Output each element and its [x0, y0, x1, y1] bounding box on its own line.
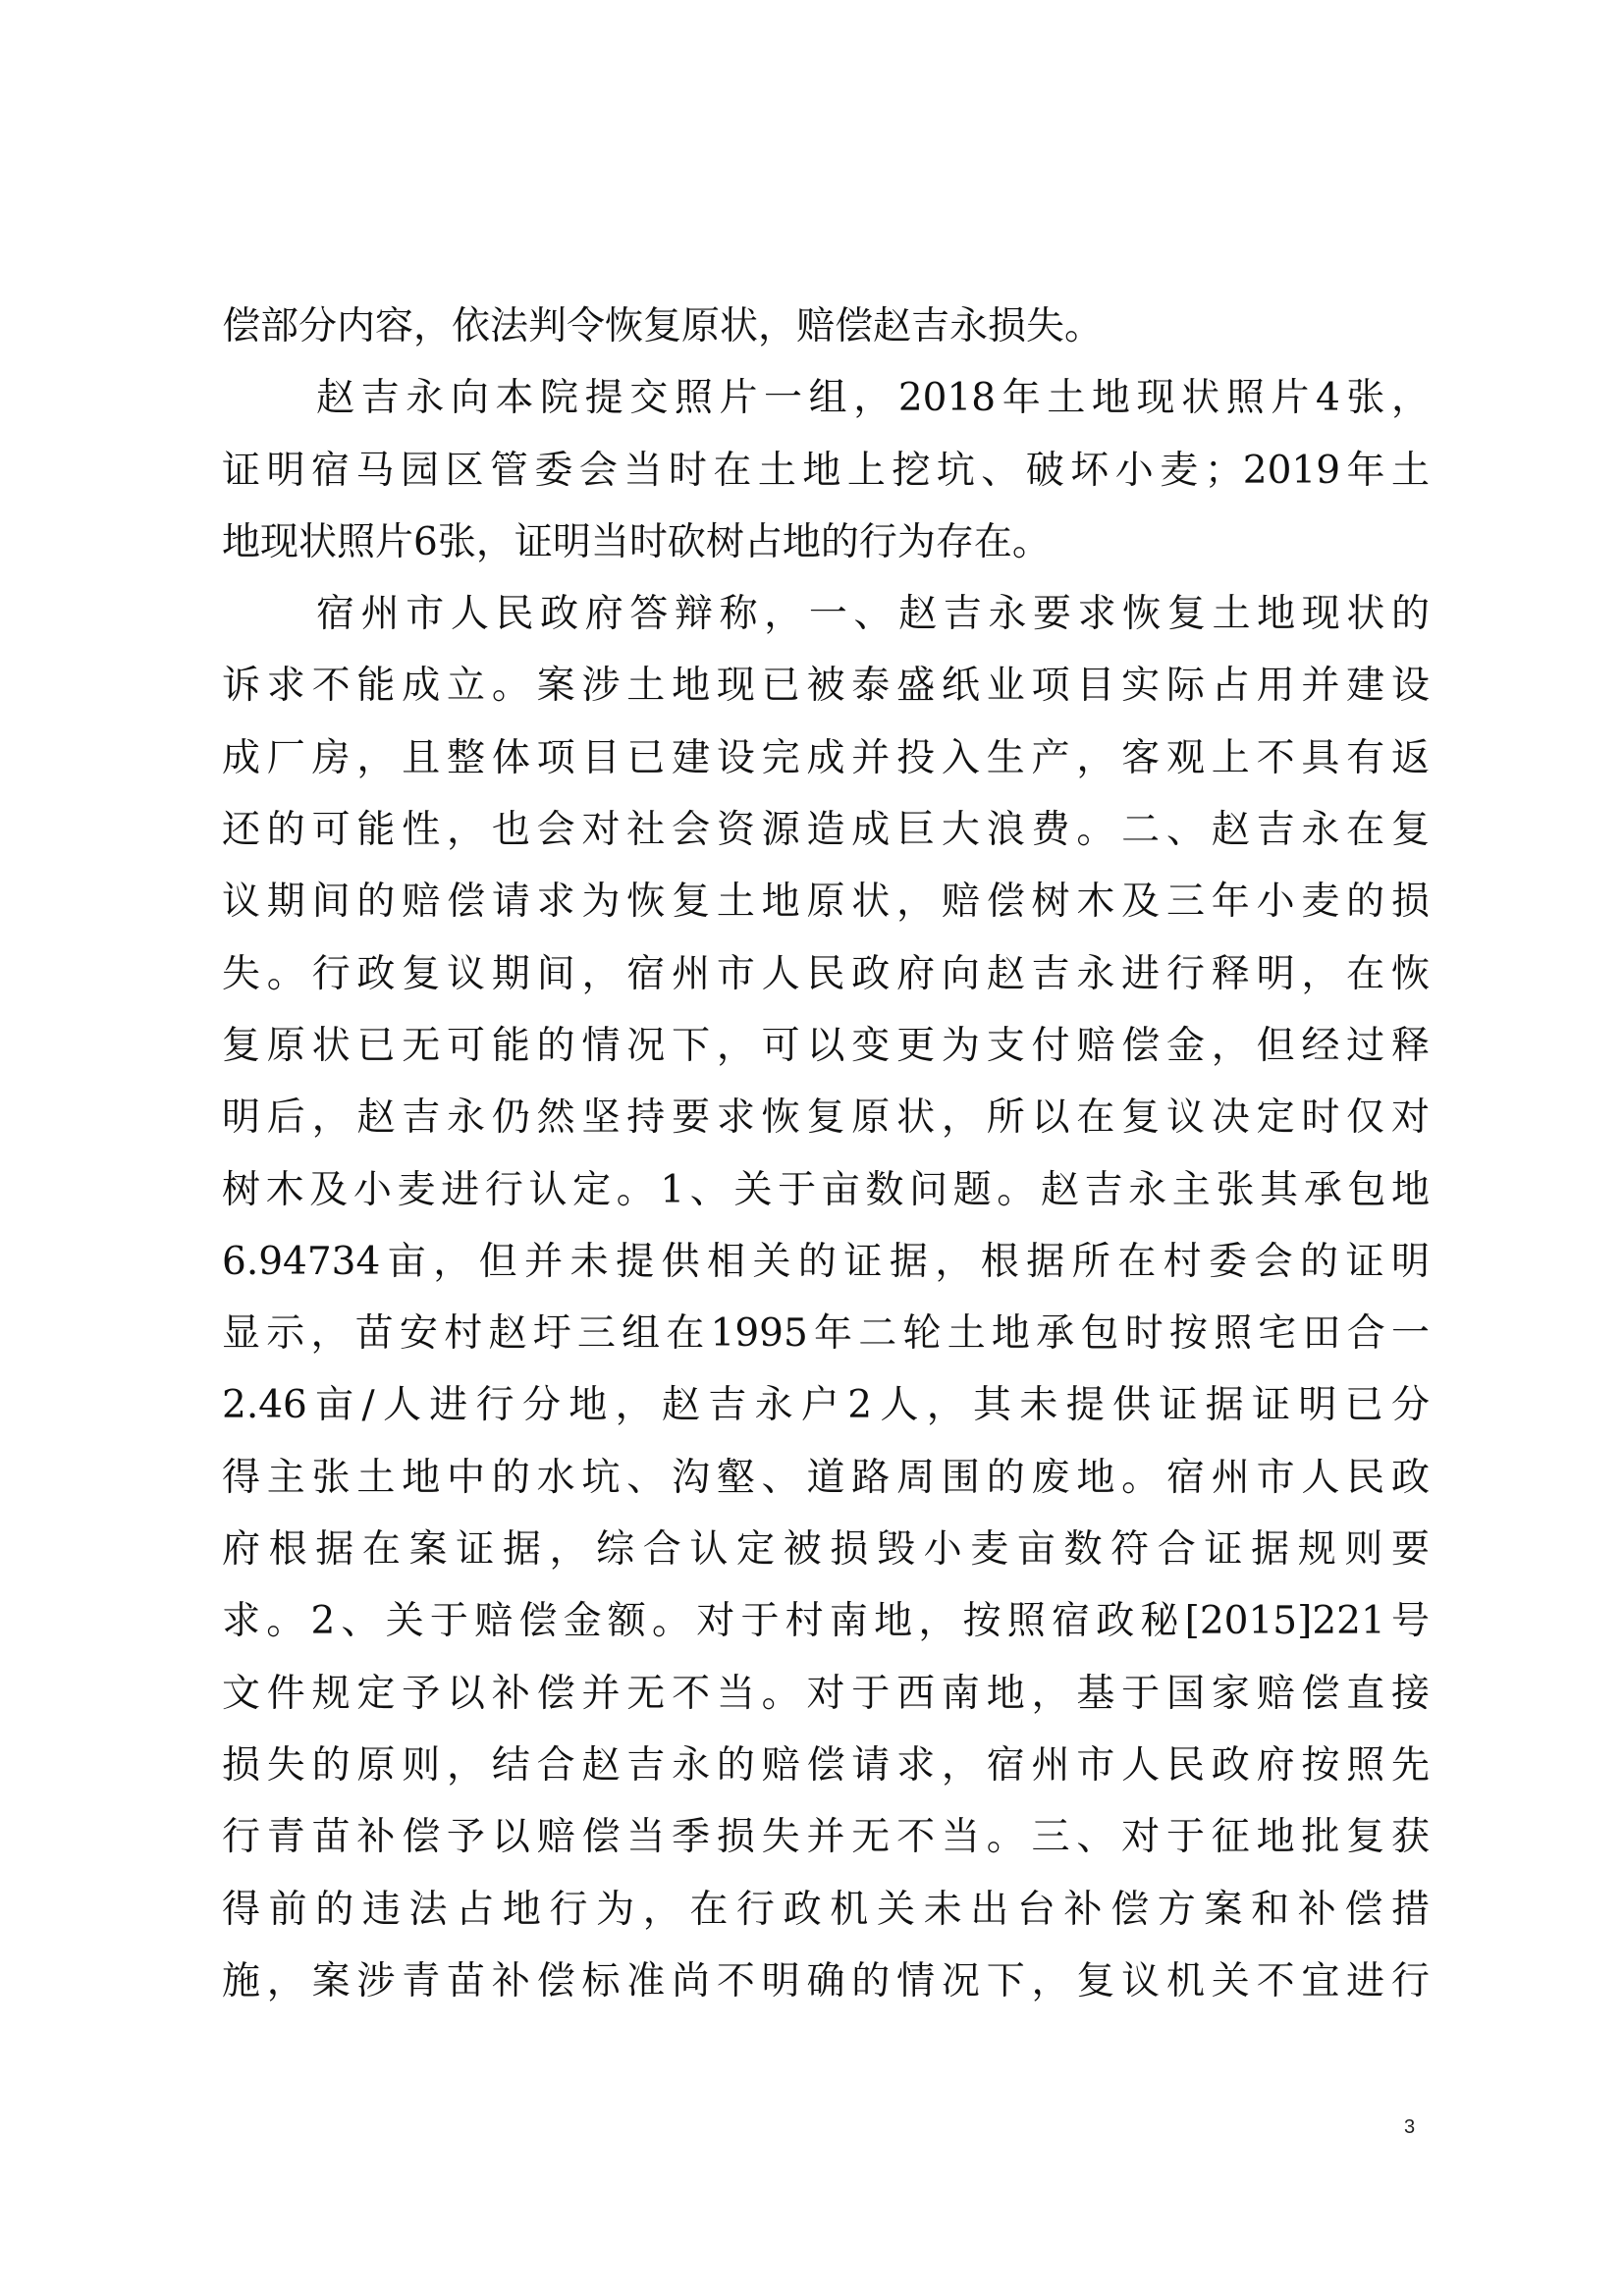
body-text	[222, 291, 1430, 2017]
text-line: 6.94734亩，但并未提供相关的证据，根据所在村委会的证明	[222, 1239, 1430, 1284]
text-line: 偿部分内容，依法判令恢复原状，赔偿赵吉永损失。	[222, 304, 1104, 348]
text-line: 行青苗补偿予以赔偿当季损失并无不当。三、对于征地批复获	[222, 1815, 1430, 1860]
text-line: 宿州市人民政府答辩称，一、赵吉永要求恢复土地现状的	[316, 592, 1430, 637]
text-line: 成厂房，且整体项目已建设完成并投入生产，客观上不具有返	[222, 735, 1430, 780]
page-number: 3	[1404, 2116, 1416, 2138]
text-line: 2.46亩/人进行分地，赵吉永户2人，其未提供证据证明已分	[222, 1383, 1430, 1428]
text-line: 求。2、关于赔偿金额。对于村南地，按照宿政秘[2015]221号	[222, 1599, 1430, 1644]
text-line: 施，案涉青苗补偿标准尚不明确的情况下，复议机关不宜进行	[222, 1958, 1430, 2003]
text-line: 证明宿马园区管委会当时在土地上挖坑、破坏小麦；2019年土	[222, 448, 1430, 493]
text-line: 诉求不能成立。案涉土地现已被泰盛纸业项目实际占用并建设	[222, 664, 1430, 709]
text-line: 显示，苗安村赵圩三组在1995年二轮土地承包时按照宅田合一	[222, 1311, 1430, 1357]
text-line: 赵吉永向本院提交照片一组，2018年土地现状照片4张，	[316, 376, 1430, 421]
text-line: 得主张土地中的水坑、沟壑、道路周围的废地。宿州市人民政	[222, 1455, 1430, 1500]
text-line: 府根据在案证据，综合认定被损毁小麦亩数符合证据规则要	[222, 1527, 1430, 1573]
text-line: 明后，赵吉永仍然坚持要求恢复原状，所以在复议决定时仅对	[222, 1095, 1430, 1141]
text-line: 失。行政复议期间，宿州市人民政府向赵吉永进行释明，在恢	[222, 951, 1430, 996]
text-line: 得前的违法占地行为，在行政机关未出台补偿方案和补偿措	[222, 1887, 1430, 1932]
text-line: 还的可能性，也会对社会资源造成巨大浪费。二、赵吉永在复	[222, 808, 1430, 853]
text-line: 损失的原则，结合赵吉永的赔偿请求，宿州市人民政府按照先	[222, 1742, 1430, 1788]
text-line: 树木及小麦进行认定。1、关于亩数问题。赵吉永主张其承包地	[222, 1167, 1430, 1212]
text-line: 地现状照片6张，证明当时砍树占地的行为存在。	[222, 519, 1051, 564]
text-line: 文件规定予以补偿并无不当。对于西南地，基于国家赔偿直接	[222, 1671, 1430, 1716]
text-line: 复原状已无可能的情况下，可以变更为支付赔偿金，但经过释	[222, 1023, 1430, 1068]
text-line: 议期间的赔偿请求为恢复土地原状，赔偿树木及三年小麦的损	[222, 880, 1430, 925]
